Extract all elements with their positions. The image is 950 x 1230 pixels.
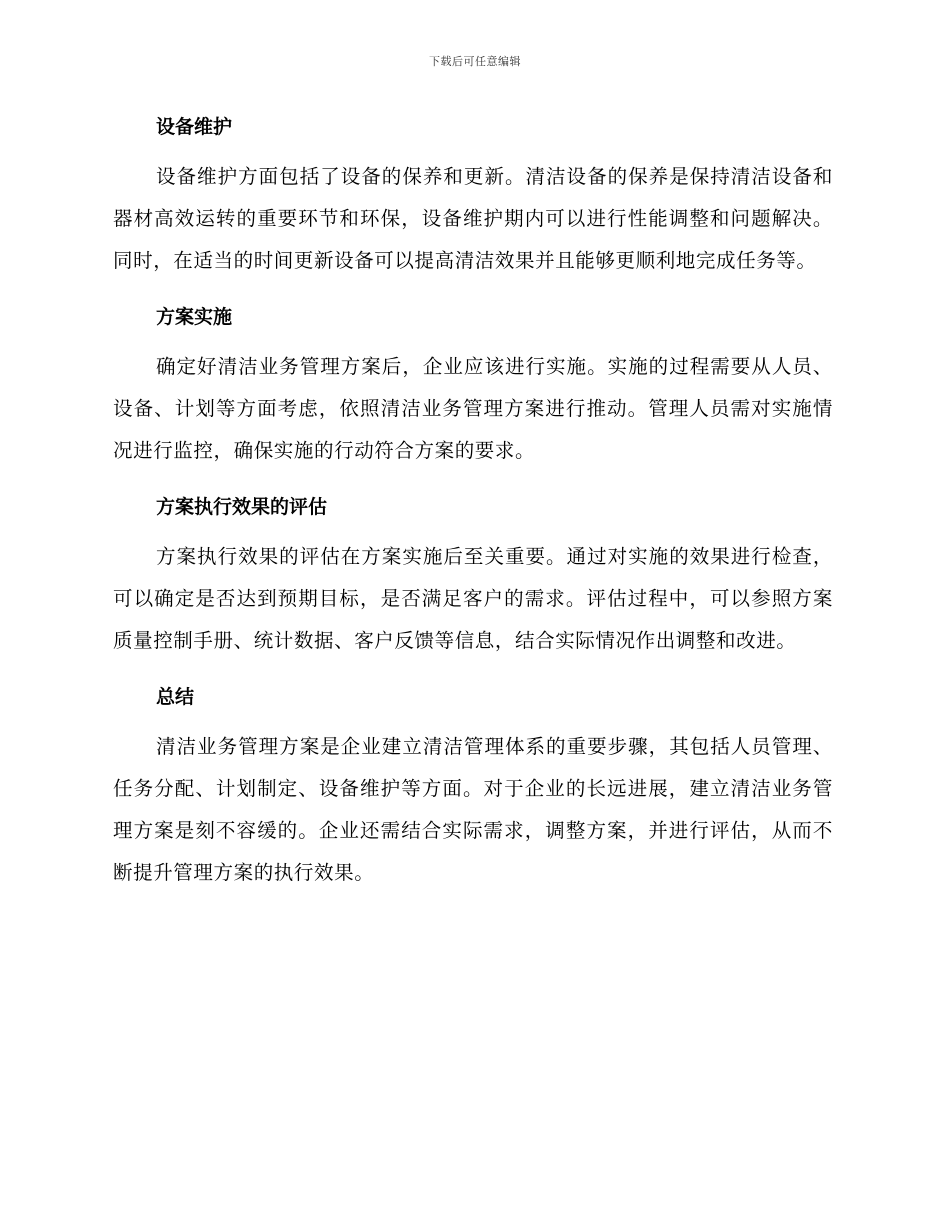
page-header: 下载后可任意编辑 — [429, 55, 521, 68]
section-heading: 方案实施 — [156, 306, 233, 328]
section-heading: 设备维护 — [156, 116, 233, 138]
section-paragraph: 设备维护方面包括了设备的保养和更新。清洁设备的保养是保持清洁设备和器材高效运转的重要环节和环保，设备维护期内可以进行性能调整和问题解决。同时，在适当的时间更新设备可以提高清洁效果并且能够更顺利地完成任务等。 — [113, 165, 833, 272]
section-paragraph: 确定好清洁业务管理方案后，企业应该进行实施。实施的过程需要从人员、设备、计划等方面考虑，依照清洁业务管理方案进行推动。管理人员需对实施情况进行监控，确保实施的行动符合方案的要求。 — [113, 355, 833, 462]
document-content — [113, 106, 833, 894]
section-heading: 方案执行效果的评估 — [156, 496, 328, 518]
section-heading: 总结 — [156, 686, 195, 708]
section-paragraph: 方案执行效果的评估在方案实施后至关重要。通过对实施的效果进行检查，可以确定是否达到预期目标，是否满足客户的需求。评估过程中，可以参照方案质量控制手册、统计数据、客户反馈等信息，结合实际情况作出调整和改进。 — [113, 545, 833, 652]
section-effect-evaluation — [113, 486, 833, 662]
section-paragraph: 清洁业务管理方案是企业建立清洁管理体系的重要步骤，其包括人员管理、任务分配、计划制定、设备维护等方面。对于企业的长远进展，建立清洁业务管理方案是刻不容缓的。企业还需结合实际需求，调整方案，并进行评估，从而不断提升管理方案的执行效果。 — [113, 735, 833, 884]
section-plan-implementation — [113, 296, 833, 472]
section-summary — [113, 676, 833, 894]
section-equipment-maintenance — [113, 106, 833, 282]
